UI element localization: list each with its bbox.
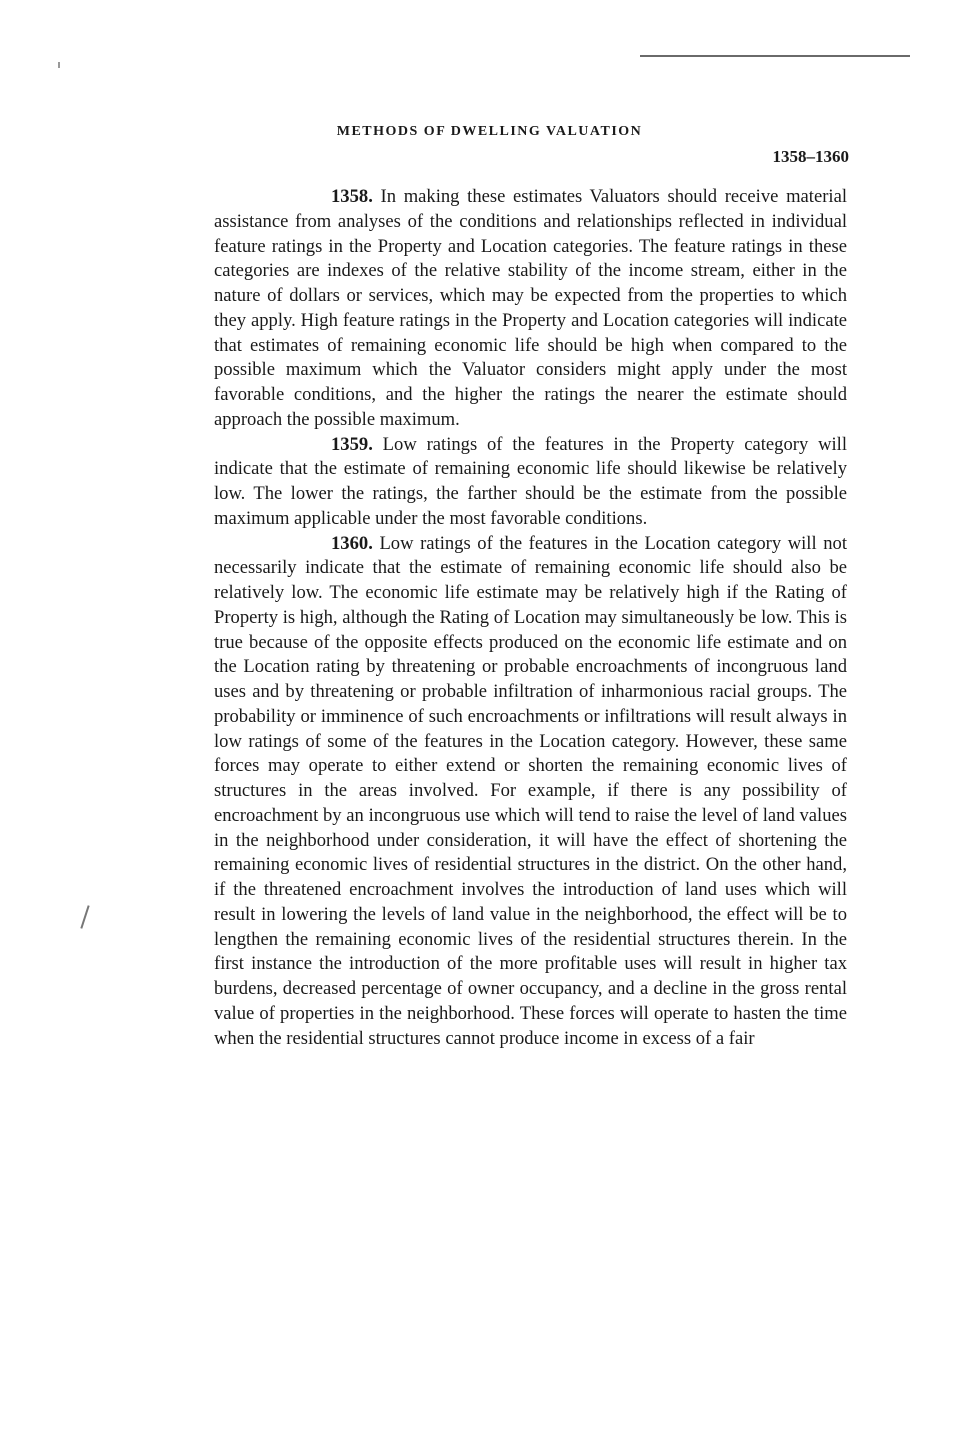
paragraph-text: Low ratings of the features in the Location category will not necessarily indicate that the estimate of remaining economic life should also be relatively low. The economic life estimate may be relatively high if the Rating of Property is high, although the Rating of Location may simultaneously be low. This is true because of the opposite effects produced on the economic life estimate and on the Location rating by threatening or probable encroachments of incongruous land uses and by threatening or probable infiltration of inharmonious racial groups. The probability or imminence of such encroachments or infiltrations will result always in low ratings of some of the features in the Location category. However, these same forces may operate to either extend or shorten the remaining economic lives of structures in the areas involved. For example, if there is any possibility of encroachment by an incongruous use which will tend to raise the level of land values in the neighborhood under consideration, it will have the effect of shortening the remaining economic lives of residential structures in the district. On the other hand, if the threatened encroachment involves the introduction of land uses which will result in lowering the levels of land value in the neighborhood, the effect will be to lengthen the remaining economic lives of the residential structures therein. In the first instance the introduction of the more profitable uses will result in higher tax burdens, decreased percentage of owner occupancy, and a decline in the gross rental value of properties in the neighborhood. These forces will operate to hasten the time when the residential structures cannot produce income in excess of a fair — [214, 532, 847, 1049]
paragraph-text: Low ratings of the features in the Property category will indicate that the estimate of remaining economic life should likewise be relatively low. The lower the ratings, the farther should be the estimate from the possible maximum applicable under the most favorable conditions. — [214, 433, 847, 529]
section-number: 1358. — [331, 186, 373, 207]
paragraph-1360 — [214, 532, 847, 1052]
scan-margin-speck — [58, 62, 60, 68]
paragraph-1359 — [214, 433, 847, 532]
paragraph-1358 — [214, 185, 847, 433]
section-range: 1358–1360 — [772, 147, 849, 166]
running-head: METHODS OF DWELLING VALUATION — [336, 124, 643, 139]
section-number: 1359. — [331, 433, 373, 455]
scan-edge-mark — [80, 905, 89, 928]
page-body — [214, 185, 847, 1051]
scan-edge-line — [640, 55, 910, 57]
section-number: 1360. — [331, 532, 373, 554]
paragraph-text: In making these estimates Valuators should receive material assistance from analyses of the conditions and relationships reflected in individual feature ratings in the Property and Location categories. The feature ratings in these categories are indexes of the relative stability of the income stream, either in the nature of dollars or services, which may be expected from the properties to which they apply. High feature ratings in the Property and Location categories will indicate that estimates of remaining economic life should be high when compared to the possible maximum which the Valuator considers might apply under the most favorable conditions, and the higher the ratings the nearer the estimate should approach the possible maximum. — [214, 186, 847, 430]
